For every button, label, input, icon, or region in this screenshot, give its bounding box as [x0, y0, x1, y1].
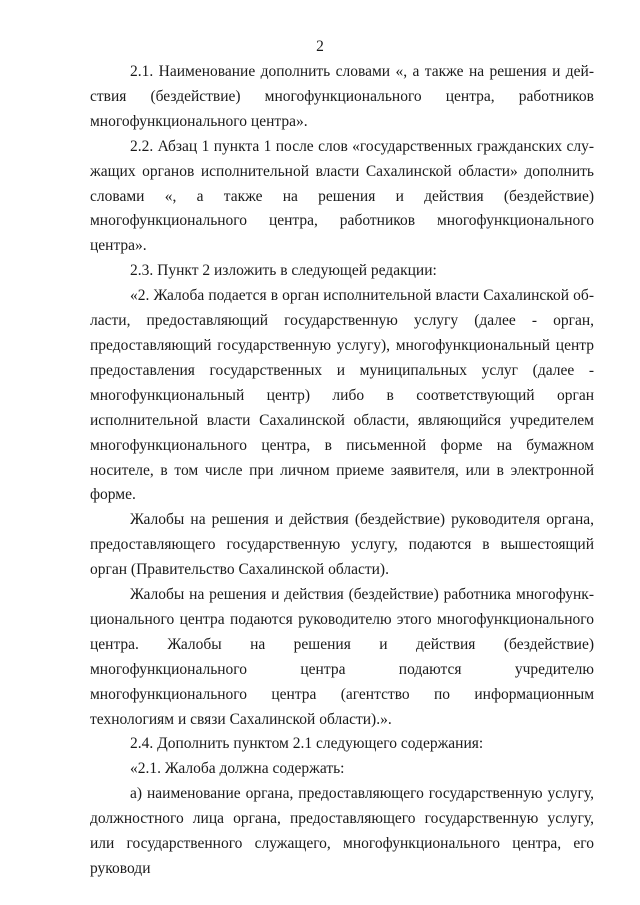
paragraph-subpoint-a: а) наименование органа, предоставляющего государственную услугу, должностного лица органа, предоставляющего государственную услугу, или государственного служащего, многофункционального центра, его руководи: [90, 785, 594, 877]
paragraph-complaints-mfc: Жалобы на решения и действия (бездействие) работника многофункционального центра подаются руководителю этого многофункционального центра. Жалобы на решения и действия (бездействие) многофункционального центра подаются учредителю многофункционального центра (агентство по информационным технологиям и связи Сахалинской области).».: [90, 586, 594, 728]
document-body: [90, 60, 594, 882]
paragraph-2-3: 2.3. Пункт 2 изложить в следующей редакции:: [130, 262, 437, 280]
paragraph-2-1: 2.1. Наименование дополнить словами «, а также на решения и действия (бездействие) многофункционального центра, работников многофункционального центра».: [90, 63, 594, 130]
paragraph-point-2-1: «2.1. Жалоба должна содержать:: [130, 760, 345, 778]
page-number: 2: [316, 38, 324, 55]
paragraph-point-2: «2. Жалоба подается в орган исполнительной власти Сахалинской области, предоставляющий государственную услугу (далее - орган, предоставляющий государственную услугу), многофункциональный центр предоставления государственных и муниципальных услуг (далее - многофункциональный центр) либо в соответствующий орган исполнительной власти Сахалинской области, являющийся учредителем многофункционального центра, в письменной форме на бумажном носителе, в том числе при личном приеме заявителя, или в электронной форме.: [90, 287, 594, 504]
paragraph-2-2: 2.2. Абзац 1 пункта 1 после слов «государственных гражданских служащих органов исполнительной власти Сахалинской области» дополнить словами «, а также на решения и действия (бездействие) многофункционального центра, работников многофункционального центра».: [90, 137, 594, 255]
paragraph-2-4: 2.4. Дополнить пунктом 2.1 следующего содержания:: [130, 735, 484, 753]
paragraph-complaints-head: Жалобы на решения и действия (бездействие) руководителя органа, предоставляющего государственную услугу, подаются в вышестоящий орган (Правительство Сахалинской области).: [90, 511, 594, 579]
